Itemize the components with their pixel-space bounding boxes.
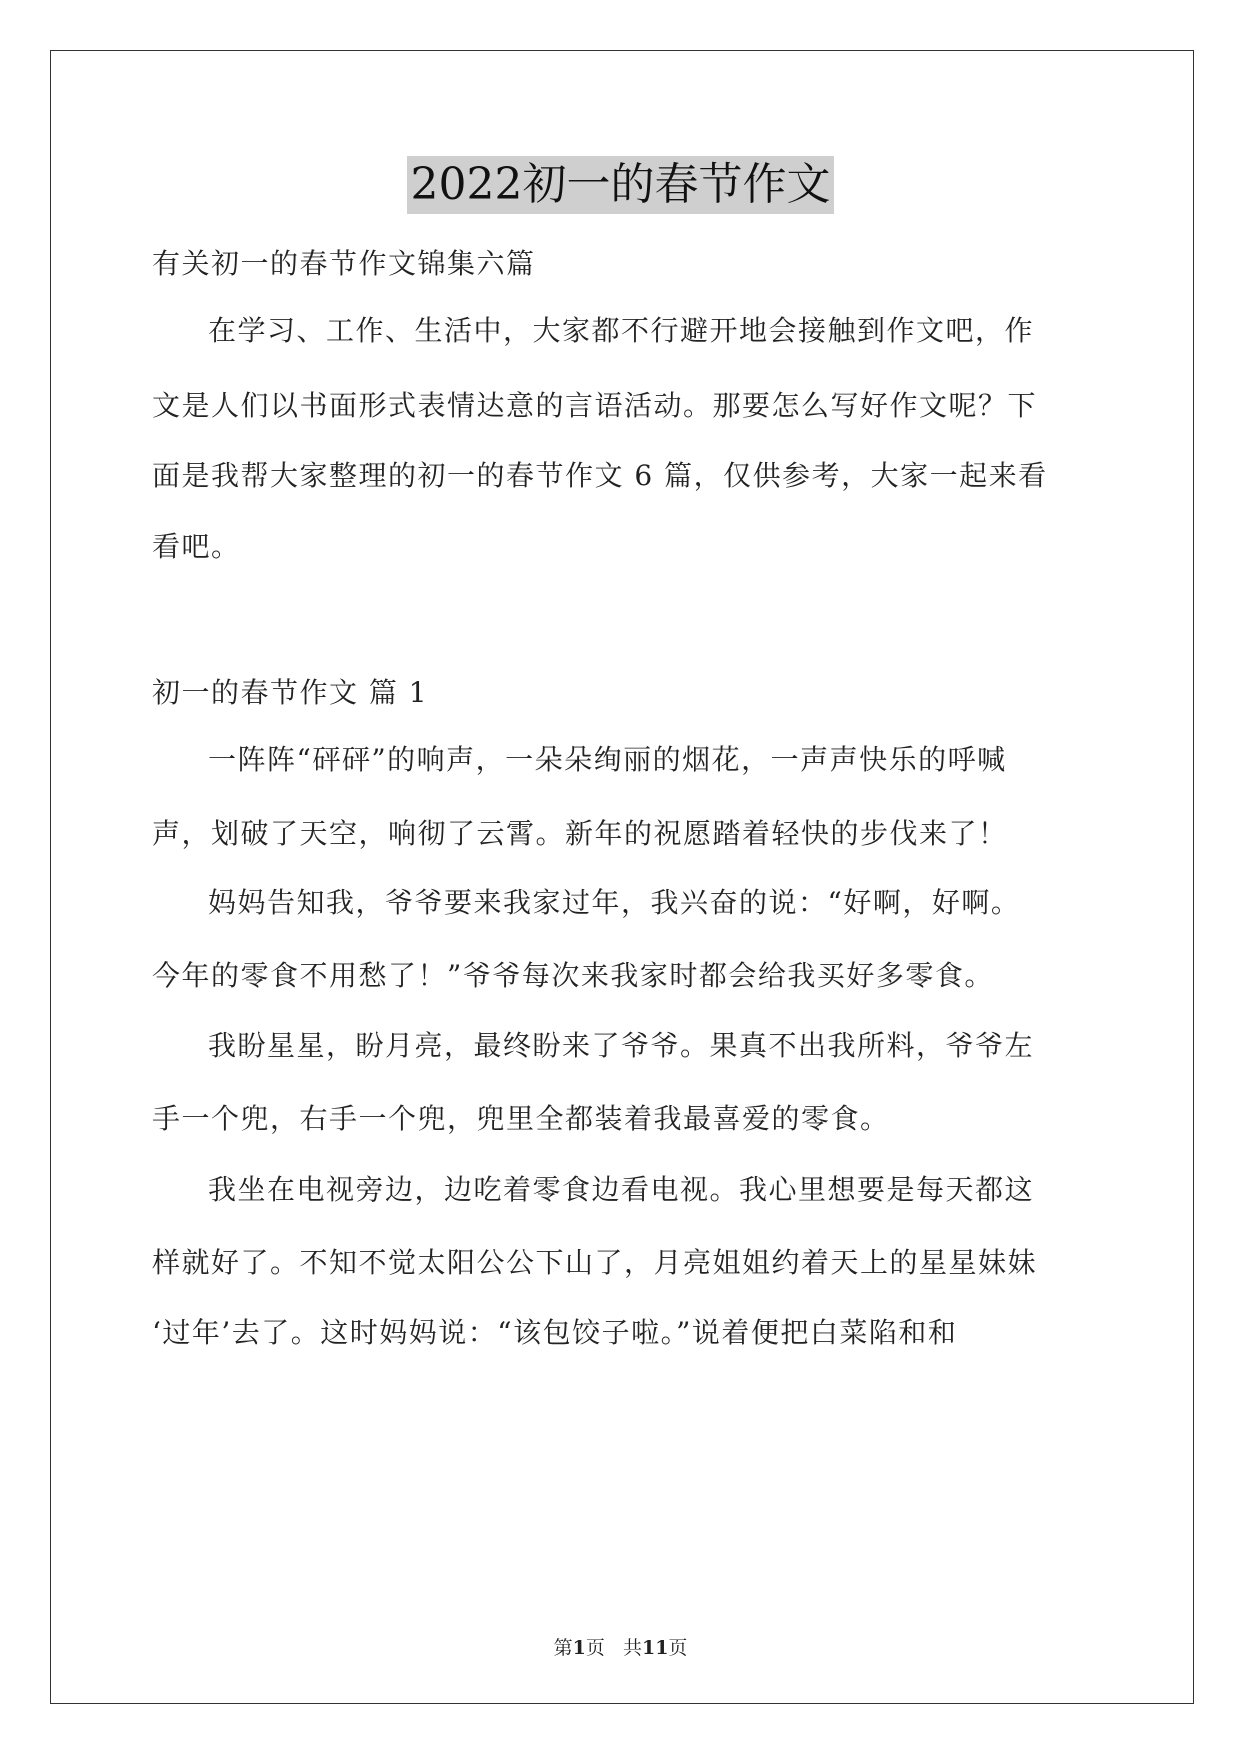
paragraph-line: 声，划破了天空，响彻了云霄。新年的祝愿踏着轻快的步伐来了！: [152, 817, 1008, 850]
section-heading: 初一的春节作文 篇 1: [152, 676, 429, 709]
paragraph-line: 面是我帮大家整理的初一的春节作文 6 篇，仅供参考，大家一起来看: [152, 459, 1048, 492]
paragraph-line: 今年的零食不用愁了！”爷爷每次来我家时都会给我买好多零食。: [152, 959, 994, 992]
paragraph-line: 我坐在电视旁边，边吃着零食边看电视。我心里想要是每天都这: [208, 1173, 1035, 1206]
page-footer: [0, 1633, 1241, 1660]
footer-page-suffix: 页: [585, 1637, 605, 1659]
paragraph-line: 我盼星星，盼月亮，最终盼来了爷爷。果真不出我所料，爷爷左: [208, 1029, 1035, 1062]
page-border: [50, 50, 1194, 1704]
paragraph-line: 妈妈告知我，爷爷要来我家过年，我兴奋的说：“好啊，好啊。: [208, 886, 1021, 919]
footer-page-number: 1: [572, 1637, 586, 1659]
footer-total-prefix: 共: [622, 1637, 642, 1659]
paragraph-line: ‘过年’去了。这时妈妈说：“该包饺子啦。”说着便把白菜陷和和: [152, 1316, 958, 1349]
paragraph-line: 文是人们以书面形式表情达意的言语活动。那要怎么写好作文呢？下: [152, 389, 1038, 422]
footer-total-pages: 11: [641, 1637, 669, 1659]
paragraph-line: 手一个兜，右手一个兜，兜里全都装着我最喜爱的零食。: [152, 1102, 890, 1135]
document-title: 2022初一的春节作文: [407, 156, 835, 214]
title-container: [0, 156, 1241, 214]
footer-prefix: 第: [553, 1637, 573, 1659]
footer-total-suffix: 页: [668, 1637, 688, 1659]
paragraph-line: 在学习、工作、生活中，大家都不行避开地会接触到作文吧，作: [208, 314, 1035, 347]
paragraph-line: 样就好了。不知不觉太阳公公下山了，月亮姐姐约着天上的星星妹妹: [152, 1246, 1038, 1279]
paragraph-line: 看吧。: [152, 530, 241, 563]
intro-heading: 有关初一的春节作文锦集六篇: [152, 247, 536, 280]
paragraph-line: 一阵阵“砰砰”的响声，一朵朵绚丽的烟花，一声声快乐的呼喊: [208, 743, 1007, 776]
